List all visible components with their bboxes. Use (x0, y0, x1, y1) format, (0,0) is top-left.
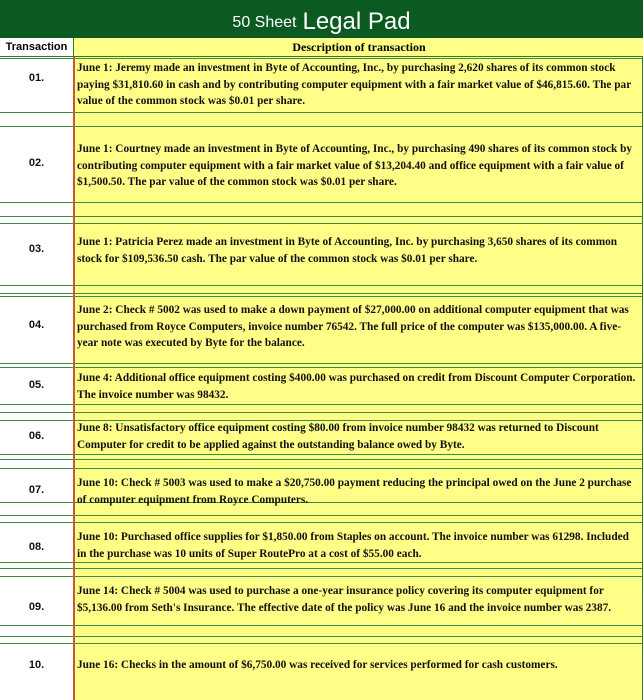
ruled-line (0, 562, 643, 563)
ruled-line (0, 454, 643, 455)
pad-title (0, 8, 643, 36)
pad-header (0, 0, 643, 38)
pad-title-main: Legal Pad (302, 8, 411, 35)
ruled-line (0, 522, 643, 523)
transaction-description: June 4: Additional office equipment costing $400.00 was purchased on credit from Discount Computer Corporation. The invoice number was 98432. (77, 372, 636, 401)
transaction-number: 09. (28, 601, 45, 613)
transaction-description: June 10: Purchased office supplies for $1,850.00 from Staples on account. The invoice number was 61298. Included in the purchase was 10 units of Super RoutePro at a cost of $55.00 each. (77, 531, 629, 560)
transaction-number: 03. (28, 243, 45, 255)
ruled-line (0, 58, 643, 59)
ruled-line (0, 285, 643, 286)
transaction-description: June 2: Check # 5002 was used to make a down payment of $27,000.00 on additional computer equipment that was purchased from Royce Computers, invoice number 76542. The full price of the computer was $135,000.00. A five-year note was executed by Byte for the balance. (77, 304, 629, 349)
transaction-description: June 8: Unsatisfactory office equipment costing $80.00 from invoice number 98432 was returned to Discount Computer for credit to be applied against the outstanding balance owed by Byte. (77, 422, 599, 451)
ruled-line (0, 404, 643, 405)
ruled-line (0, 515, 643, 516)
pad-title-prefix: 50 Sheet (232, 14, 297, 31)
transaction-number: 08. (28, 541, 45, 553)
ruled-line (0, 468, 643, 469)
transaction-number: 05. (28, 379, 45, 391)
transaction-number: 02. (28, 157, 45, 169)
transaction-number: 10. (28, 659, 45, 671)
ruled-line (0, 296, 643, 297)
transaction-number: 04. (28, 319, 45, 331)
ruled-line (0, 459, 643, 460)
transaction-description: June 16: Checks in the amount of $6,750.00 was received for services performed for cash customers. (77, 659, 558, 671)
transaction-description: June 1: Courtney made an investment in Byte of Accounting, Inc., by purchasing 490 shares of its common stock by contributing computer equipment with a fair market value of $13,204.40 and office equipment with a fair value of $1,500.50. The par value of the common stock was $0.01 per share. (77, 143, 633, 188)
transaction-description: June 14: Check # 5004 was used to purchase a one-year insurance policy covering its computer equipment for $5,136.00 from Seth's Insurance. The effective date of the policy was June 16 and the invoice number was 2387. (77, 585, 612, 614)
transaction-description: June 10: Check # 5003 was used to make a $20,750.00 payment reducing the principal owed on the June 2 purchase of computer equipment from Royce Computers. (77, 477, 632, 506)
transaction-number: 07. (28, 484, 45, 496)
ruled-line (0, 293, 643, 294)
ruled-line (0, 223, 643, 224)
transaction-column-header: Transaction (0, 38, 74, 56)
transaction-number: 01. (28, 72, 45, 84)
transaction-description: June 1: Patricia Perez made an investment in Byte of Accounting, Inc. by purchasing 3,650 shares of its common stock for $109,536.50 cash. The par value of the common stock was $0.01 per share. (77, 236, 618, 265)
legal-pad-sheet (0, 57, 643, 700)
transaction-description: June 1: Jeremy made an investment in Byte of Accounting, Inc., by purchasing 2,620 shares of its common stock paying $31,810.60 in cash and by contributing computer equipment with a fair market value of $46,815.60. The par value of the common stock was $0.01 per share. (77, 62, 632, 107)
ruled-line (0, 202, 643, 203)
ruled-line (0, 412, 643, 413)
ruled-line (0, 367, 643, 368)
ruled-line (0, 643, 643, 644)
ruled-line (0, 568, 643, 569)
transaction-number: 06. (28, 430, 45, 442)
column-header-row (0, 38, 643, 57)
ruled-line (0, 576, 643, 577)
ruled-line (0, 126, 643, 127)
ruled-line (0, 363, 643, 364)
margin-line (73, 57, 75, 700)
ruled-line (0, 216, 643, 217)
ruled-line (0, 112, 643, 113)
ruled-line (0, 636, 643, 637)
ruled-line (0, 625, 643, 626)
description-column-header: Description of transaction (292, 40, 426, 54)
